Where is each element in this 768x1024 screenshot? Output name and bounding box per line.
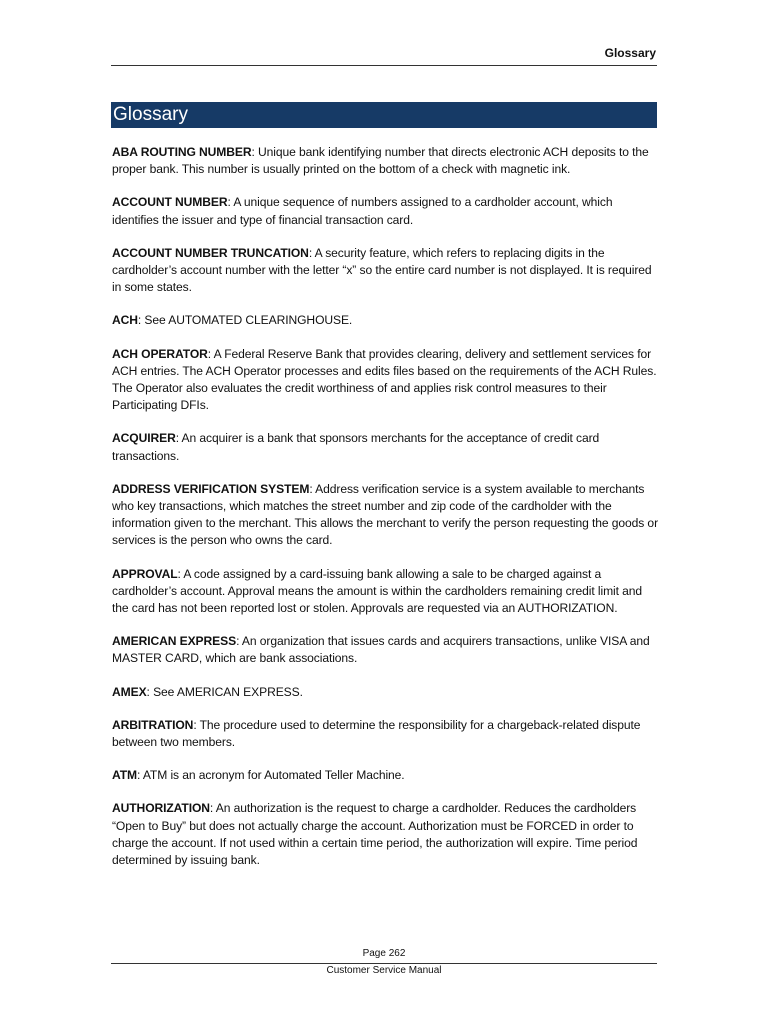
header-divider	[111, 65, 657, 66]
glossary-definition: : A security feature, which refers to replacing digits in the cardholder’s account number with the letter “x” so the entire card number is not displayed. It is required in some states.	[112, 245, 652, 295]
glossary-term: ACH OPERATOR	[112, 346, 208, 361]
glossary-entry	[112, 481, 660, 550]
glossary-term: ACQUIRER	[112, 431, 176, 446]
glossary-term: ATM	[112, 768, 137, 783]
section-banner	[111, 102, 657, 128]
glossary-entry	[112, 312, 660, 329]
glossary-term: ARBITRATION	[112, 717, 194, 732]
glossary-definition: : ATM is an acronym for Automated Teller Machine.	[137, 768, 405, 783]
page-number: Page 262	[362, 948, 406, 959]
glossary-entry	[112, 684, 660, 701]
glossary-entry	[112, 346, 660, 415]
glossary-entry	[112, 245, 660, 297]
glossary-term: ACCOUNT NUMBER TRUNCATION	[112, 245, 309, 260]
section-title: Glossary	[113, 104, 188, 125]
glossary-definition: : The procedure used to determine the responsibility for a chargeback-related dispute between two members.	[112, 717, 641, 750]
glossary-definition: : Unique bank identifying number that directs electronic ACH deposits to the proper bank. This number is usually printed on the bottom of a check with magnetic ink.	[112, 145, 649, 177]
glossary-definition: : See AMERICAN EXPRESS.	[146, 684, 303, 699]
glossary-entry	[112, 144, 660, 178]
glossary-definition: : An organization that issues cards and acquirers transactions, unlike VISA and MASTER CARD, which are bank associations.	[112, 634, 650, 666]
glossary-term: ACH	[112, 313, 138, 328]
glossary-term: AUTHORIZATION	[112, 801, 210, 816]
glossary-entry	[112, 194, 660, 228]
glossary-entry	[112, 767, 660, 784]
glossary-term: ADDRESS VERIFICATION SYSTEM	[112, 481, 310, 496]
glossary-definition: : A unique sequence of numbers assigned to a cardholder account, which identifies the issuer and type of financial transaction card.	[112, 195, 613, 227]
running-header: Glossary	[604, 46, 656, 60]
glossary-entry	[112, 566, 660, 618]
glossary-definition: : See AUTOMATED CLEARINGHOUSE.	[137, 313, 353, 328]
footer-manual-title: Customer Service Manual	[326, 965, 442, 976]
glossary-definition: : An acquirer is a bank that sponsors merchants for the acceptance of credit card transactions.	[112, 431, 600, 463]
glossary-definition: : A code assigned by a card-issuing bank allowing a sale to be charged against a cardholder’s account. Approval means the amount is within the cardholders remaining credit limit and the card has not been reported lost or stolen. Approvals are requested via an AUTHORIZATION.	[112, 566, 643, 616]
glossary-term: APPROVAL	[112, 566, 178, 581]
glossary-term: AMERICAN EXPRESS	[112, 634, 237, 649]
glossary-entry	[112, 430, 660, 464]
glossary-definition: : A Federal Reserve Bank that provides clearing, delivery and settlement services for ACH entries. The ACH Operator processes and edits files based on the requirements of the ACH Rules. The Operator also evaluates the credit worthiness of and applies risk control measures to their Participating DFIs.	[112, 346, 657, 413]
glossary-definition: : Address verification service is a system available to merchants who key transactions, which matches the street number and zip code of the cardholder with the information given to the merchant. This allows the merchant to verify the person requesting the goods or services is the person who owns the card.	[112, 481, 658, 548]
glossary-entry	[112, 717, 660, 751]
glossary-term: ABA ROUTING NUMBER	[112, 145, 252, 159]
glossary-entry	[112, 800, 660, 869]
glossary-definition: : An authorization is the request to charge a cardholder. Reduces the cardholders “Open to Buy” but does not actually charge the account. Authorization must be FORCED in order to charge the account. If not used within a certain time period, the authorization will expire. Time period determined by issuing bank.	[112, 801, 638, 868]
footer-divider	[111, 963, 657, 964]
glossary-entries	[112, 144, 660, 885]
glossary-term: ACCOUNT NUMBER	[112, 195, 228, 210]
glossary-entry	[112, 633, 660, 667]
glossary-term: AMEX	[112, 684, 147, 699]
